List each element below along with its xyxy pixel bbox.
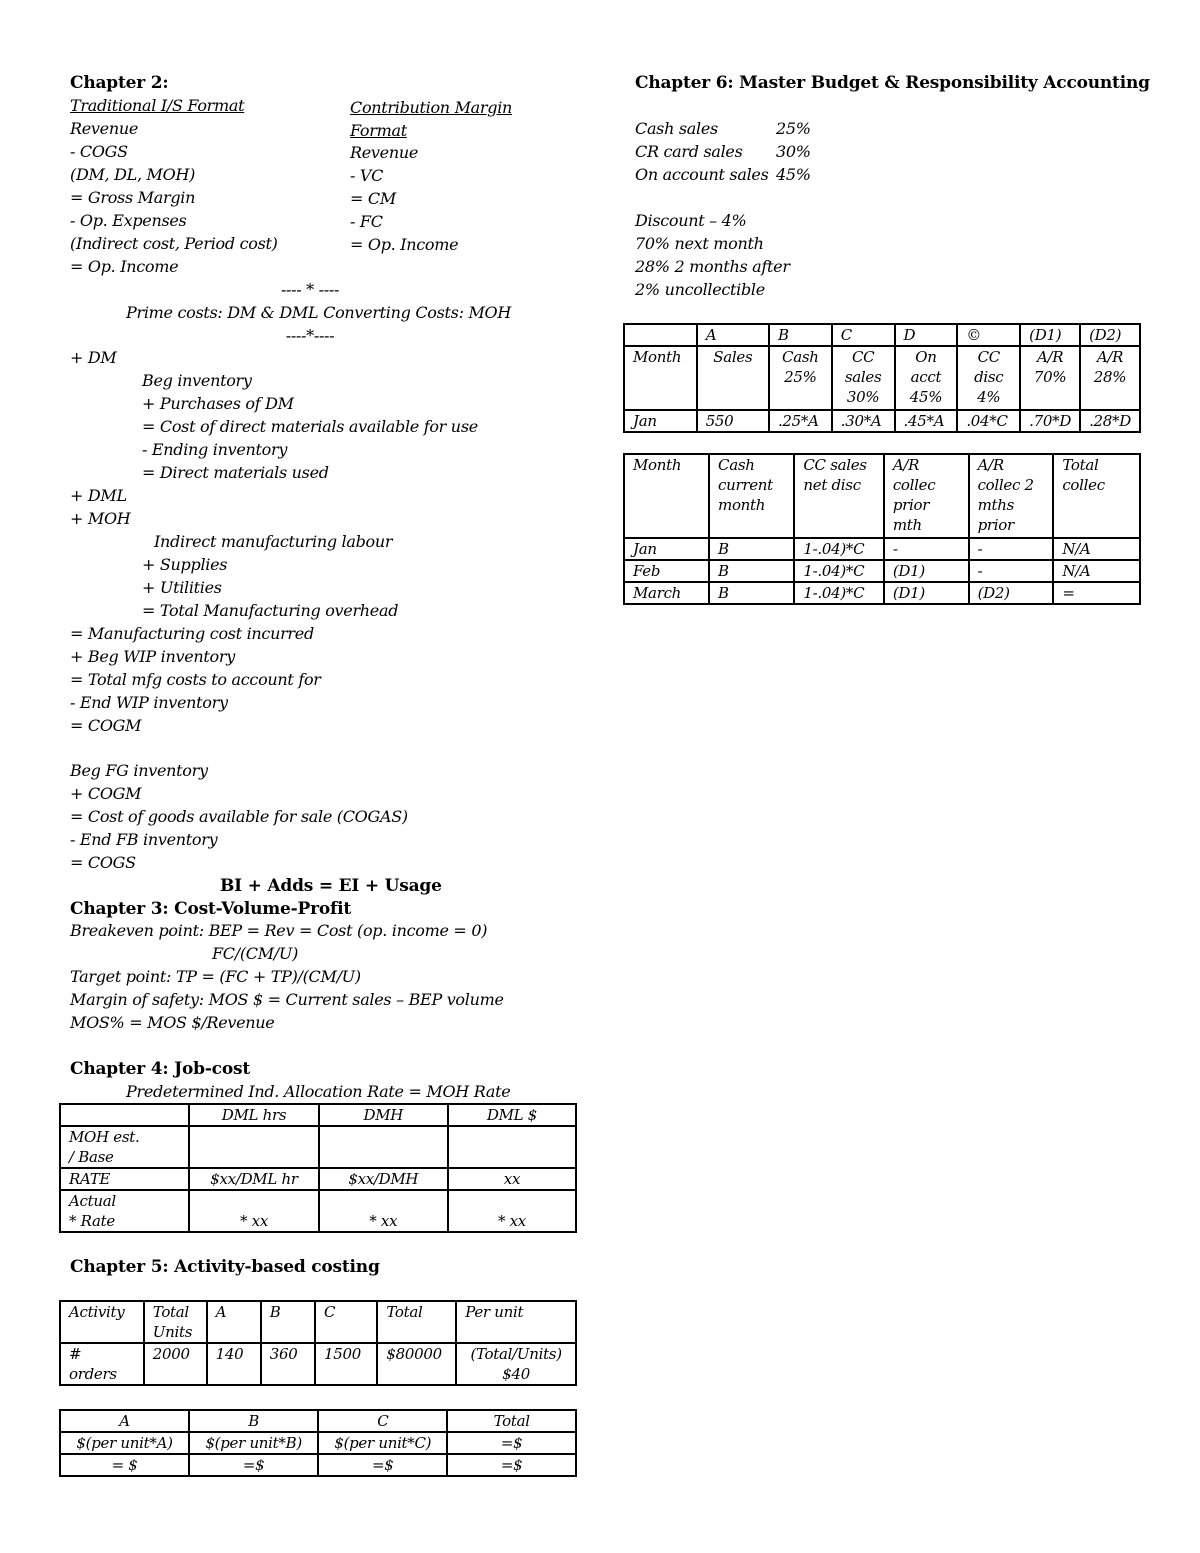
abc-activity-table [59, 1300, 577, 1386]
chapter-4-title: Chapter 4: Job-cost [70, 1059, 250, 1079]
table-cell [60, 1104, 189, 1126]
discount-line: 2% uncollectible [635, 280, 765, 299]
table-cell: 140 [207, 1343, 261, 1385]
sales-type: On account sales [635, 165, 769, 184]
table-row [624, 454, 1140, 538]
table-row [624, 582, 1140, 604]
prime-costs-line: Prime costs: DM & DML Converting Costs: MOH [126, 303, 511, 322]
table-cell: .04*C [957, 410, 1020, 432]
table-cell: (D1) [884, 582, 969, 604]
sales-breakdown-table [623, 323, 1141, 433]
separator: ---- * ---- [280, 280, 340, 299]
traditional-format-title: Traditional I/S Format [70, 96, 245, 115]
mfg-line: Beg inventory [142, 371, 252, 390]
table-cell: On acct 45% [895, 346, 958, 410]
mfg-line: = Manufacturing cost incurred [70, 624, 314, 643]
table-cell: 2000 [144, 1343, 207, 1385]
table-cell: CC disc 4% [957, 346, 1020, 410]
table-cell: - [969, 538, 1054, 560]
table-cell: xx [448, 1168, 576, 1190]
bi-formula: BI + Adds = EI + Usage [220, 876, 442, 896]
table-cell: B [769, 324, 832, 346]
table-cell: * xx [189, 1190, 318, 1232]
table-cell: DML hrs [189, 1104, 318, 1126]
fg-line: - End FB inventory [70, 830, 218, 849]
table-cell: MOH est. / Base [60, 1126, 189, 1168]
table-cell: 1-.04)*C [794, 560, 883, 582]
table-cell: # orders [60, 1343, 144, 1385]
sales-percent: 25% [776, 119, 811, 138]
mfg-line: = Cost of direct materials available for use [142, 417, 478, 436]
table-cell: © [957, 324, 1020, 346]
mfg-line: + MOH [70, 509, 131, 528]
table-cell: Total [377, 1301, 456, 1343]
table-cell: $xx/DMH [319, 1168, 448, 1190]
table-cell: A [697, 324, 769, 346]
table-cell: (D1) [884, 560, 969, 582]
table-cell: .30*A [832, 410, 895, 432]
cvp-line: Breakeven point: BEP = Rev = Cost (op. income = 0) [70, 921, 488, 940]
table-row [60, 1126, 576, 1168]
table-row [60, 1454, 576, 1476]
table-cell: (Total/Units) $40 [456, 1343, 576, 1385]
table-cell: * xx [319, 1190, 448, 1232]
table-cell: =$ [447, 1432, 576, 1454]
fg-line: Beg FG inventory [70, 761, 208, 780]
table-cell: Cash 25% [769, 346, 832, 410]
chapter-4-subtitle: Predetermined Ind. Allocation Rate = MOH Rate [126, 1082, 511, 1101]
table-cell: $(per unit*B) [189, 1432, 318, 1454]
chapter-3-title: Chapter 3: Cost-Volume-Profit [70, 899, 352, 919]
table-cell: A/R collec prior mth [884, 454, 969, 538]
table-cell: A [60, 1410, 189, 1432]
table-cell: - [884, 538, 969, 560]
table-cell: Jan [624, 410, 697, 432]
mfg-line: + DML [70, 486, 127, 505]
table-cell: C [318, 1410, 447, 1432]
table-row [60, 1432, 576, 1454]
table-cell: N/A [1053, 538, 1140, 560]
cm-line: = CM [350, 189, 396, 208]
table-cell: CC sales net disc [794, 454, 883, 538]
table-cell: $xx/DML hr [189, 1168, 318, 1190]
table-cell [448, 1126, 576, 1168]
mfg-line: = COGM [70, 716, 142, 735]
contribution-margin-title: Contribution Margin [350, 98, 513, 117]
table-cell: B [261, 1301, 315, 1343]
table-cell: A/R 70% [1020, 346, 1080, 410]
mfg-line: = Direct materials used [142, 463, 329, 482]
table-cell: 1-.04)*C [794, 582, 883, 604]
table-cell: =$ [318, 1454, 447, 1476]
cvp-line: FC/(CM/U) [212, 944, 299, 963]
discount-line: 70% next month [635, 234, 764, 253]
table-cell: .70*D [1020, 410, 1080, 432]
cm-line: = Op. Income [350, 235, 459, 254]
table-cell: Month [624, 454, 709, 538]
mfg-line: Indirect manufacturing labour [154, 532, 393, 551]
separator: ----*---- [285, 326, 335, 345]
table-cell: Per unit [456, 1301, 576, 1343]
mfg-line: - End WIP inventory [70, 693, 228, 712]
table-cell: .28*D [1080, 410, 1140, 432]
cvp-line: MOS% = MOS $/Revenue [70, 1013, 275, 1032]
table-cell: B [189, 1410, 318, 1432]
table-cell: * xx [448, 1190, 576, 1232]
table-cell [624, 324, 697, 346]
cvp-line: Margin of safety: MOS $ = Current sales – BEP volume [70, 990, 504, 1009]
table-row [60, 1343, 576, 1385]
table-row [60, 1168, 576, 1190]
fg-line: = COGS [70, 853, 136, 872]
table-cell: N/A [1053, 560, 1140, 582]
abc-allocation-table [59, 1409, 577, 1477]
cash-collections-table [623, 453, 1141, 605]
mfg-line: = Total Manufacturing overhead [142, 601, 399, 620]
table-row [624, 346, 1140, 410]
table-cell: .25*A [769, 410, 832, 432]
table-cell: (D2) [1080, 324, 1140, 346]
table-cell: Sales [697, 346, 769, 410]
table-cell: D [895, 324, 958, 346]
mfg-line: + Supplies [142, 555, 228, 574]
mfg-line: + Utilities [142, 578, 222, 597]
mfg-line: + Purchases of DM [142, 394, 294, 413]
table-cell: Total Units [144, 1301, 207, 1343]
table-row [624, 410, 1140, 432]
table-cell: 550 [697, 410, 769, 432]
table-cell: 1-.04)*C [794, 538, 883, 560]
table-cell: B [709, 538, 794, 560]
traditional-line: Revenue [70, 119, 139, 138]
table-cell: DML $ [448, 1104, 576, 1126]
table-row [624, 560, 1140, 582]
table-cell [319, 1126, 448, 1168]
table-cell: = [1053, 582, 1140, 604]
contribution-margin-title-2: Format [350, 121, 407, 140]
cm-line: Revenue [350, 143, 419, 162]
job-cost-table [59, 1103, 577, 1233]
table-cell: C [832, 324, 895, 346]
table-cell: B [709, 560, 794, 582]
table-cell: A/R 28% [1080, 346, 1140, 410]
traditional-line: (Indirect cost, Period cost) [70, 234, 278, 253]
mfg-line: - Ending inventory [142, 440, 288, 459]
table-cell: Month [624, 346, 697, 410]
traditional-line: = Op. Income [70, 257, 179, 276]
table-row [60, 1301, 576, 1343]
table-cell: Jan [624, 538, 709, 560]
table-cell: $(per unit*A) [60, 1432, 189, 1454]
table-cell: CC sales 30% [832, 346, 895, 410]
chapter-6-title: Chapter 6: Master Budget & Responsibility Accounting [635, 73, 1150, 93]
table-cell: C [315, 1301, 377, 1343]
sales-type: CR card sales [635, 142, 743, 161]
chapter-5-title: Chapter 5: Activity-based costing [70, 1257, 380, 1277]
table-cell: Total collec [1053, 454, 1140, 538]
table-cell: .45*A [895, 410, 958, 432]
table-cell: - [969, 560, 1054, 582]
cm-line: - VC [350, 166, 384, 185]
mfg-line: + DM [70, 348, 117, 367]
table-cell: DMH [319, 1104, 448, 1126]
table-cell: $80000 [377, 1343, 456, 1385]
fg-line: + COGM [70, 784, 142, 803]
mfg-line: + Beg WIP inventory [70, 647, 235, 666]
table-cell: 1500 [315, 1343, 377, 1385]
sales-percent: 30% [776, 142, 811, 161]
table-cell: Activity [60, 1301, 144, 1343]
table-row [60, 1410, 576, 1432]
table-cell: A/R collec 2 mths prior [969, 454, 1054, 538]
table-cell: Actual * Rate [60, 1190, 189, 1232]
table-row [60, 1190, 576, 1232]
table-cell: 360 [261, 1343, 315, 1385]
traditional-line: - COGS [70, 142, 128, 161]
table-row [624, 538, 1140, 560]
cm-line: - FC [350, 212, 383, 231]
traditional-line: = Gross Margin [70, 188, 196, 207]
discount-line: Discount – 4% [635, 211, 747, 230]
table-cell: Feb [624, 560, 709, 582]
table-cell: Cash current month [709, 454, 794, 538]
mfg-line: = Total mfg costs to account for [70, 670, 321, 689]
table-cell: (D2) [969, 582, 1054, 604]
table-row [60, 1104, 576, 1126]
table-cell: =$ [447, 1454, 576, 1476]
traditional-line: - Op. Expenses [70, 211, 187, 230]
table-cell: =$ [189, 1454, 318, 1476]
sales-percent: 45% [776, 165, 811, 184]
table-cell: March [624, 582, 709, 604]
table-cell: A [207, 1301, 261, 1343]
table-cell: RATE [60, 1168, 189, 1190]
discount-line: 28% 2 months after [635, 257, 790, 276]
table-cell [189, 1126, 318, 1168]
table-cell: $(per unit*C) [318, 1432, 447, 1454]
table-cell: Total [447, 1410, 576, 1432]
traditional-line: (DM, DL, MOH) [70, 165, 196, 184]
sales-type: Cash sales [635, 119, 718, 138]
cvp-line: Target point: TP = (FC + TP)/(CM/U) [70, 967, 361, 986]
table-cell: B [709, 582, 794, 604]
fg-line: = Cost of goods available for sale (COGAS) [70, 807, 408, 826]
table-cell: = $ [60, 1454, 189, 1476]
table-row [624, 324, 1140, 346]
table-cell: (D1) [1020, 324, 1080, 346]
chapter-2-title: Chapter 2: [70, 73, 169, 93]
